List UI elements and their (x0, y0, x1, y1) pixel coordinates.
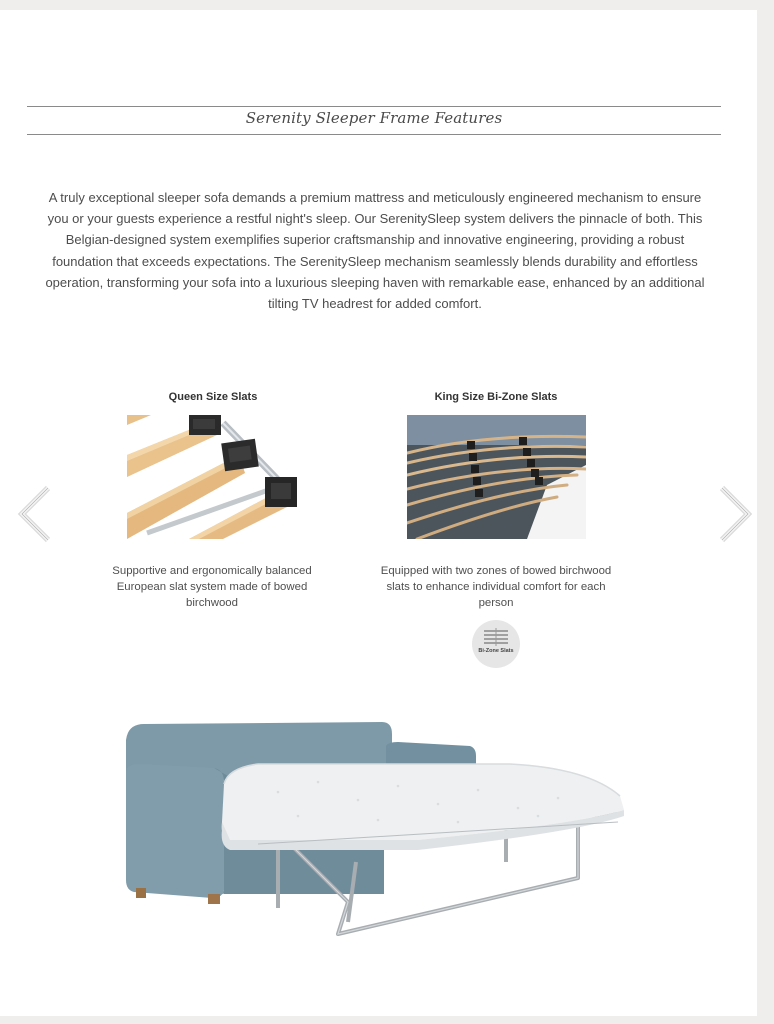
queen-slats-image (127, 415, 299, 539)
carousel-prev-button[interactable] (16, 485, 54, 543)
bi-zone-badge-label: Bi-Zone Slats (478, 648, 514, 654)
chevron-left-icon (16, 485, 54, 543)
carousel-next-button[interactable] (716, 485, 754, 543)
sleeper-sofa-image (118, 712, 638, 952)
bi-zone-slats-badge (472, 620, 520, 668)
feature-desc-queen: Supportive and ergonomically balanced European slat system made of bowed birchwood (112, 565, 312, 610)
title-rule-bottom (27, 134, 721, 135)
title-rule-top (27, 106, 721, 107)
feature-label-king: King Size Bi-Zone Slats (434, 391, 558, 403)
king-slats-image (407, 415, 586, 539)
intro-paragraph: A truly exceptional sleeper sofa demands a premium mattress and meticulously engineered mechanism to ensure you or your guests experience a restful night's sleep. Our SerenitySleep system delivers the pinnacle of both. This Belgian-designed system exemplifies superior craftsmanship and innovative engineering, providing a robust foundation that exceeds expectations. The SerenitySleep mechanism seamlessly blends durability and effortless operation, transforming your sofa into a luxurious sleeping haven with remarkable ease, enhanced by an additional tilting TV headrest for added comfort. (45, 190, 705, 312)
section-title: Serenity Sleeper Frame Features (245, 109, 503, 127)
chevron-right-icon (716, 485, 754, 543)
bi-zone-slats-icon (472, 620, 520, 650)
feature-desc-king: Equipped with two zones of bowed birchwood slats to enhance individual comfort for each person (380, 565, 612, 610)
feature-label-queen: Queen Size Slats (168, 391, 258, 403)
